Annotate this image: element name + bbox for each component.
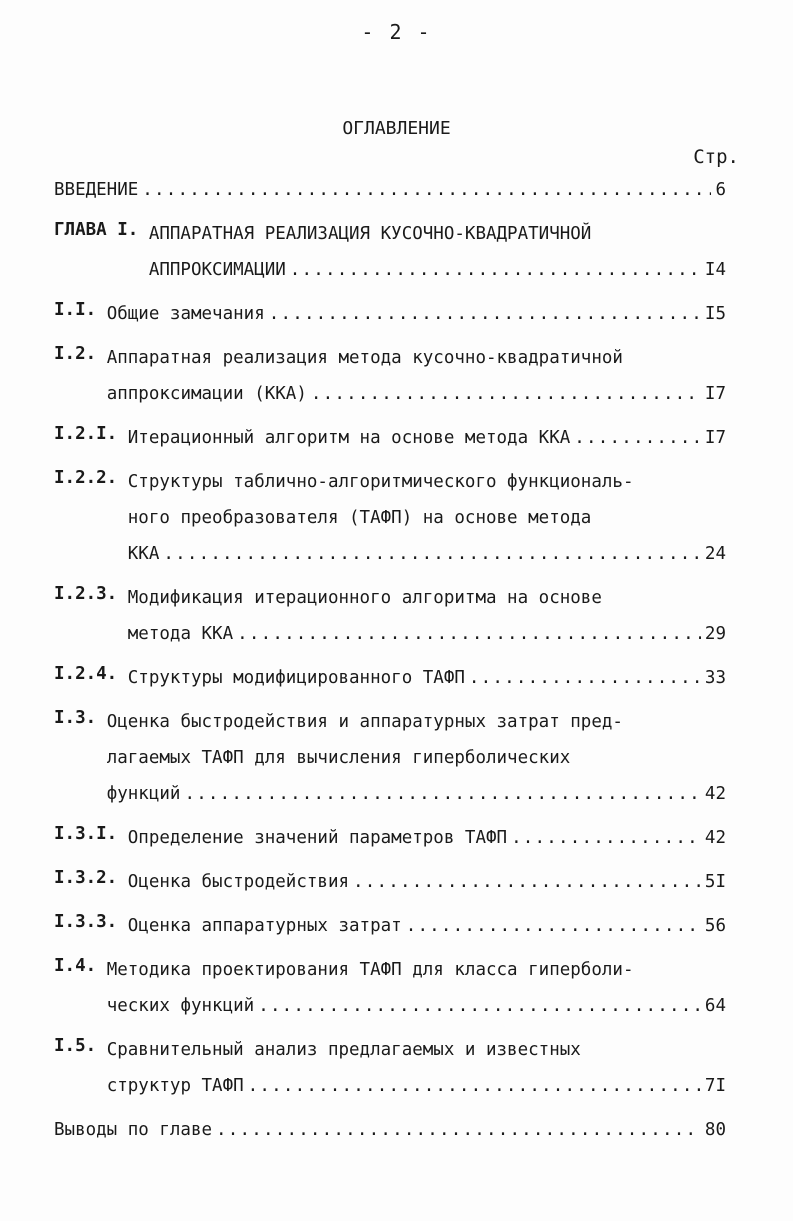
- dot-leader: [469, 660, 701, 696]
- toc-entry-page: 56: [704, 916, 726, 936]
- dot-leader: [353, 864, 701, 900]
- toc-entry-page: 64: [704, 996, 726, 1016]
- toc-entry-last-line: [128, 864, 726, 900]
- toc-entry-page: I7: [704, 384, 726, 404]
- toc-entry: [54, 580, 726, 652]
- toc-entry: [54, 340, 726, 412]
- toc-entry-last-line: [54, 1112, 726, 1148]
- toc-entry-text: ККА: [127, 544, 160, 564]
- toc-entry-page: I5: [704, 304, 726, 324]
- toc-entry-page: 24: [704, 544, 726, 564]
- toc-entry-page: 6: [715, 180, 726, 200]
- toc-entry-page: 42: [704, 784, 726, 804]
- toc-entry: [54, 864, 726, 900]
- toc-entry: [54, 820, 726, 856]
- toc-entry-page: 7I: [704, 1076, 726, 1096]
- toc-entry: [54, 704, 726, 812]
- toc-entry-page: 42: [704, 828, 726, 848]
- toc-entry-text: Оценка аппаратурных затрат: [127, 916, 402, 936]
- toc-entry-text: Итерационный алгоритм на основе метода ККА: [127, 428, 571, 448]
- toc-entry-line: Оценка быстродействия и аппаратурных затрат пред-: [106, 712, 623, 732]
- toc-entry-number: I.3.2.: [54, 868, 128, 888]
- toc-entry-number: I.2.3.: [54, 584, 128, 604]
- toc-entry-number: I.2.I.: [54, 424, 128, 444]
- toc-entry-page: 33: [704, 668, 726, 688]
- table-of-contents: [54, 172, 726, 1156]
- toc-entry: [54, 908, 726, 944]
- toc-entry-last-line: [128, 616, 726, 652]
- toc-entry-number: I.3.: [54, 708, 107, 728]
- dot-leader: [406, 908, 701, 944]
- toc-entry-number: I.2.: [54, 344, 107, 364]
- toc-entry-last-line: [128, 420, 726, 456]
- toc-entry-number: I.2.2.: [54, 468, 128, 488]
- page-column-label: Стр.: [693, 146, 739, 168]
- toc-entry-number: I.3.3.: [54, 912, 128, 932]
- toc-entry-line: АППАРАТНАЯ РЕАЛИЗАЦИЯ КУСОЧНО-КВАДРАТИЧНОЙ: [148, 224, 592, 244]
- page-number: - 2 -: [361, 20, 432, 44]
- toc-entry-text: функций: [106, 784, 181, 804]
- toc-entry-line: Сравнительный анализ предлагаемых и известных: [106, 1040, 581, 1060]
- toc-entry: [54, 660, 726, 696]
- toc-entry-line: лагаемых ТАФП для вычисления гиперболических: [106, 748, 571, 768]
- toc-entry-page: 29: [704, 624, 726, 644]
- dot-leader: [269, 296, 701, 332]
- dot-leader: [311, 376, 701, 412]
- toc-entry-last-line: [128, 660, 726, 696]
- toc-entry-line: Методика проектирования ТАФП для класса гиперболи-: [106, 960, 634, 980]
- toc-entry-text: ВВЕДЕНИЕ: [54, 180, 139, 200]
- toc-entry-last-line: [128, 820, 726, 856]
- toc-entry-last-line: [128, 536, 726, 572]
- toc-entry-text: Выводы по главе: [54, 1120, 213, 1140]
- toc-entry-text: структур ТАФП: [106, 1076, 244, 1096]
- dot-leader: [574, 420, 701, 456]
- dot-leader: [290, 252, 701, 288]
- toc-entry: [54, 1112, 726, 1148]
- toc-entry-last-line: [107, 1068, 726, 1104]
- toc-entry-text: аппроксимации (ККА): [106, 384, 307, 404]
- toc-entry-number: I.2.4.: [54, 664, 128, 684]
- dot-leader: [184, 776, 700, 812]
- toc-entry: [54, 216, 726, 288]
- toc-entry-text: Определение значений параметров ТАФП: [127, 828, 508, 848]
- toc-entry-number: I.5.: [54, 1036, 107, 1056]
- toc-entry-last-line: [128, 908, 726, 944]
- toc-entry-text: Структуры модифицированного ТАФП: [127, 668, 465, 688]
- toc-entry-page: 80: [704, 1120, 726, 1140]
- toc-entry-last-line: [107, 776, 726, 812]
- dot-leader: [258, 988, 701, 1024]
- toc-entry: [54, 464, 726, 572]
- toc-entry-line: ного преобразователя (ТАФП) на основе метода: [127, 508, 592, 528]
- toc-entry-line: Модификация итерационного алгоритма на основе: [127, 588, 602, 608]
- toc-entry-text: ческих функций: [106, 996, 255, 1016]
- toc-entry-last-line: [107, 376, 726, 412]
- toc-entry-number: I.I.: [54, 300, 107, 320]
- toc-entry-text: АППРОКСИМАЦИИ: [148, 260, 286, 280]
- toc-entry-text: Общие замечания: [106, 304, 265, 324]
- toc-entry: [54, 952, 726, 1024]
- toc-entry-last-line: [107, 988, 726, 1024]
- toc-entry-page: I4: [704, 260, 726, 280]
- toc-entry-line: Структуры таблично-алгоритмического функциональ-: [127, 472, 634, 492]
- toc-entry-page: I7: [704, 428, 726, 448]
- dot-leader: [248, 1068, 701, 1104]
- dot-leader: [163, 536, 701, 572]
- toc-entry-line: Аппаратная реализация метода кусочно-квадратичной: [106, 348, 623, 368]
- toc-entry-number: ГЛАВА I.: [54, 220, 149, 240]
- dot-leader: [511, 820, 701, 856]
- toc-entry-number: I.3.I.: [54, 824, 128, 844]
- toc-entry-text: метода ККА: [127, 624, 234, 644]
- toc-entry-last-line: [107, 296, 726, 332]
- toc-entry-last-line: [54, 172, 726, 208]
- toc-title: ОГЛАВЛЕНИЕ: [342, 118, 451, 139]
- toc-entry: [54, 420, 726, 456]
- dot-leader: [216, 1112, 701, 1148]
- toc-entry-page: 5I: [704, 872, 726, 892]
- toc-entry-number: I.4.: [54, 956, 107, 976]
- toc-entry-text: Оценка быстродействия: [127, 872, 350, 892]
- toc-entry: [54, 296, 726, 332]
- toc-entry: [54, 1032, 726, 1104]
- dot-leader: [237, 616, 701, 652]
- toc-entry: [54, 172, 726, 208]
- toc-entry-last-line: [149, 252, 726, 288]
- dot-leader: [142, 172, 711, 208]
